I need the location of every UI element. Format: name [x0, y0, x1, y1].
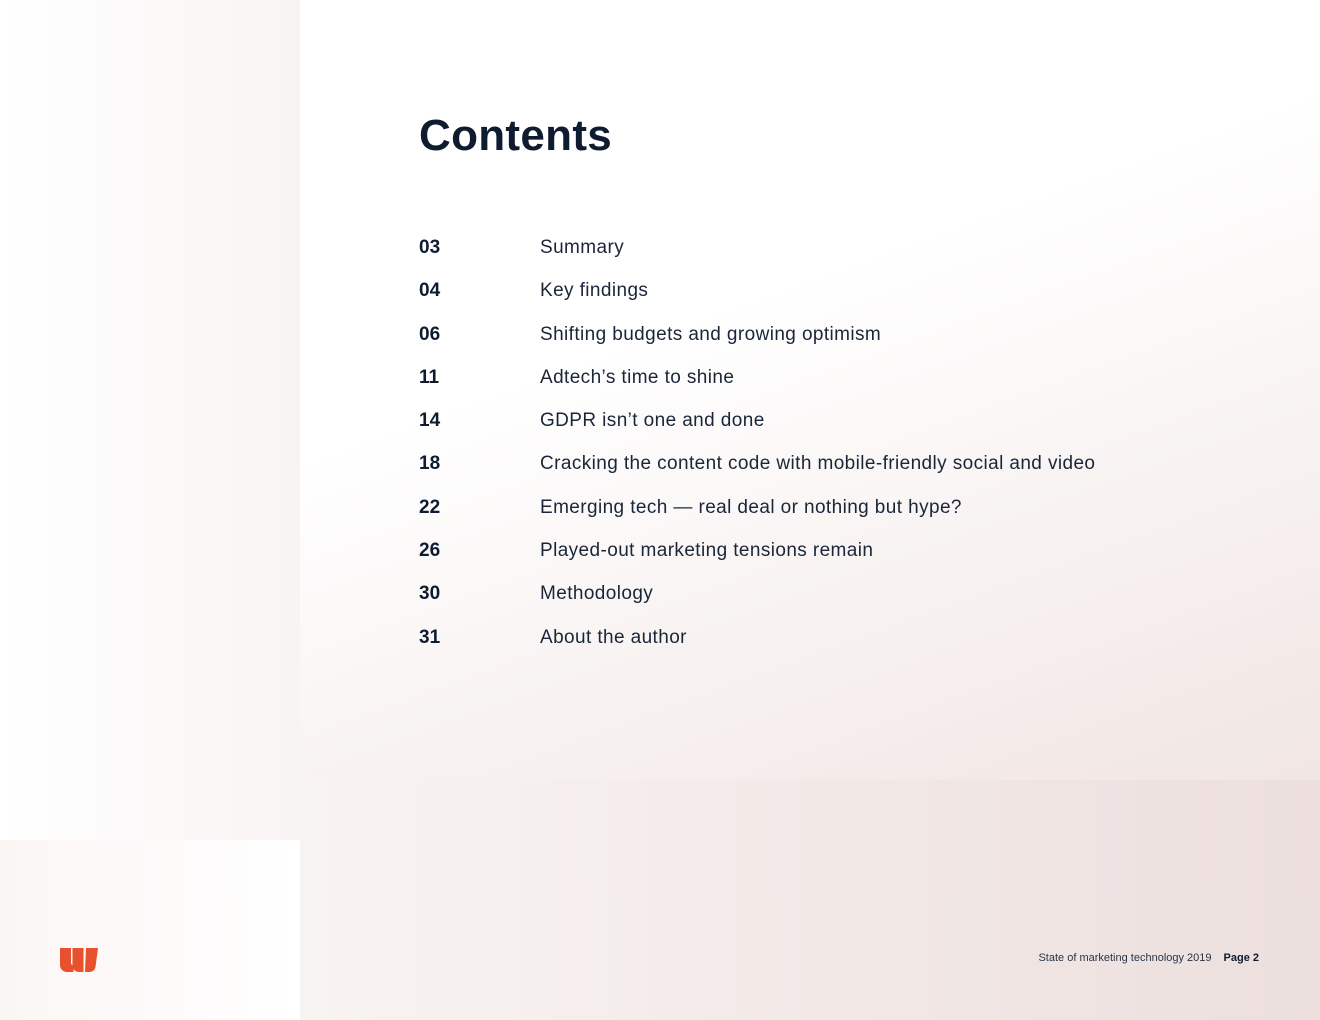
toc-entry[interactable] — [419, 535, 1239, 578]
toc-page-number: 04 — [419, 280, 441, 302]
toc-page-number: 22 — [419, 496, 441, 518]
toc-entry[interactable] — [419, 405, 1239, 448]
toc-page-number: 31 — [419, 626, 441, 648]
toc-page-number: 06 — [419, 323, 441, 345]
left-bottom-panel — [0, 840, 300, 1020]
toc-section-title: Played-out marketing tensions remain — [540, 540, 874, 562]
toc-entry[interactable] — [419, 319, 1239, 362]
toc-section-title: Cracking the content code with mobile-friendly social and video — [540, 453, 1096, 475]
brand-logo-icon — [60, 948, 98, 972]
toc-page-number: 14 — [419, 410, 441, 432]
report-title: State of marketing technology 2019 — [1038, 952, 1212, 964]
toc-entry[interactable] — [419, 232, 1239, 275]
toc-page-number: 03 — [419, 237, 441, 258]
footer-band — [300, 780, 1320, 1020]
toc-page-number: 30 — [419, 583, 441, 605]
page-footer — [1038, 952, 1259, 964]
left-background-panel — [0, 0, 300, 840]
toc-page-number: 18 — [419, 453, 441, 475]
toc-entry[interactable] — [419, 448, 1239, 491]
page-title: Contents — [419, 111, 613, 160]
toc-section-title: Shifting budgets and growing optimism — [540, 323, 882, 345]
toc-section-title: Methodology — [540, 583, 654, 605]
toc-page-number: 26 — [419, 540, 441, 562]
toc-section-title: Adtech’s time to shine — [540, 366, 735, 388]
toc-page-number: 11 — [419, 366, 440, 388]
toc-section-title: About the author — [540, 626, 687, 648]
toc-section-title: GDPR isn’t one and done — [540, 410, 765, 432]
table-of-contents — [419, 232, 1239, 665]
toc-section-title: Emerging tech — real deal or nothing but hype? — [540, 496, 962, 518]
toc-section-title: Key findings — [540, 280, 649, 302]
page-number: Page 2 — [1223, 952, 1259, 964]
toc-entry[interactable] — [419, 275, 1239, 318]
toc-entry[interactable] — [419, 362, 1239, 405]
toc-section-title: Summary — [540, 237, 625, 258]
toc-entry[interactable] — [419, 492, 1239, 535]
toc-entry[interactable] — [419, 578, 1239, 621]
toc-entry[interactable] — [419, 622, 1239, 665]
